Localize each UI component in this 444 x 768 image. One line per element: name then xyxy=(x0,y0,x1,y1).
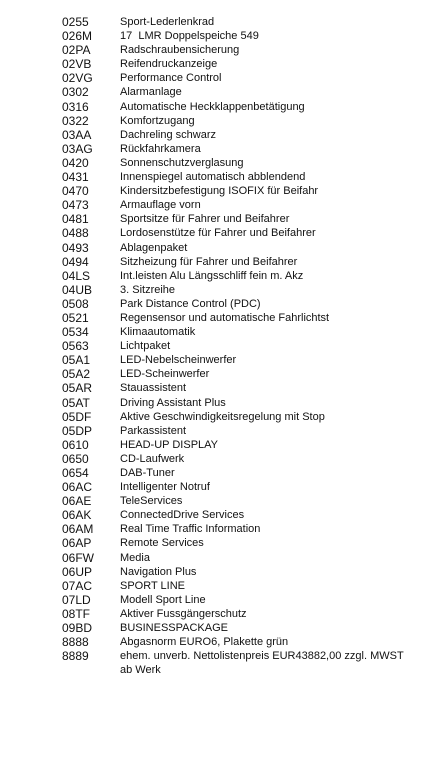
option-description: TeleServices xyxy=(120,495,183,508)
option-row xyxy=(0,649,444,677)
option-description: Ablagenpaket xyxy=(120,241,188,254)
option-row xyxy=(0,184,444,198)
option-row xyxy=(0,198,444,212)
option-description: Kindersitzbefestigung ISOFIX für Beifahr xyxy=(120,185,319,198)
option-code: 0420 xyxy=(62,155,89,170)
option-code: 06UP xyxy=(62,564,93,579)
option-description: Armauflage vorn xyxy=(120,199,201,212)
option-code: 05A2 xyxy=(62,367,91,382)
option-code: 06AK xyxy=(62,508,92,523)
option-code: 03AG xyxy=(62,141,93,156)
option-row xyxy=(0,522,444,536)
option-code: 08TF xyxy=(62,606,91,621)
option-row xyxy=(0,621,444,635)
option-description: Intelligenter Notruf xyxy=(120,481,210,494)
option-code: 0470 xyxy=(62,184,89,199)
option-row xyxy=(0,212,444,226)
option-description: Abgasnorm EURO6, Plakette grün xyxy=(120,636,289,649)
option-description: LED-Nebelscheinwerfer xyxy=(120,354,237,367)
option-code: 0534 xyxy=(62,325,89,340)
option-code: 06AE xyxy=(62,494,92,509)
option-description: Lichtpaket xyxy=(120,340,171,353)
option-description: 17 LMR Doppelspeiche 549 xyxy=(120,30,259,43)
option-description: ehem. unverb. Nettolistenpreis EUR43882,00 zzgl. MWST ab Werk xyxy=(120,650,404,677)
option-row xyxy=(0,494,444,508)
option-row xyxy=(0,71,444,85)
option-code: 05DP xyxy=(62,423,93,438)
option-code: 03AA xyxy=(62,127,92,142)
option-description: Real Time Traffic Information xyxy=(120,523,261,536)
option-row xyxy=(0,339,444,353)
option-row xyxy=(0,156,444,170)
option-code: 0255 xyxy=(62,15,89,29)
option-row xyxy=(0,410,444,424)
option-description: Parkassistent xyxy=(120,424,187,437)
option-row xyxy=(0,381,444,395)
option-description: Lordosenstütze für Fahrer und Beifahrer xyxy=(120,227,316,240)
option-code: 04LS xyxy=(62,268,91,283)
option-row xyxy=(0,29,444,43)
option-code: 0316 xyxy=(62,99,89,114)
option-description: Park Distance Control (PDC) xyxy=(120,297,261,310)
option-code: 04UB xyxy=(62,282,93,297)
option-code: 0431 xyxy=(62,170,89,185)
option-code: 0508 xyxy=(62,296,89,311)
option-description: Remote Services xyxy=(120,537,204,550)
option-code: 0322 xyxy=(62,113,89,128)
option-code: 0650 xyxy=(62,451,89,466)
option-description: LED-Scheinwerfer xyxy=(120,368,210,381)
option-code: 0488 xyxy=(62,226,89,241)
option-row xyxy=(0,536,444,550)
option-description: Innenspiegel automatisch abblendend xyxy=(120,171,306,184)
option-code: 0481 xyxy=(62,212,89,227)
option-row xyxy=(0,226,444,240)
option-row xyxy=(0,607,444,621)
option-row xyxy=(0,565,444,579)
option-row xyxy=(0,593,444,607)
option-code: 0563 xyxy=(62,339,89,354)
option-description: Reifendruckanzeige xyxy=(120,58,218,71)
option-row xyxy=(0,438,444,452)
option-row xyxy=(0,241,444,255)
option-code: 06AM xyxy=(62,522,94,537)
option-code: 09BD xyxy=(62,621,93,636)
option-description: Regensensor und automatische Fahrlichtst xyxy=(120,311,330,324)
option-row xyxy=(0,551,444,565)
option-description: Int.leisten Alu Längsschliff fein m. Akz xyxy=(120,269,304,282)
option-code: 02VG xyxy=(62,71,93,86)
option-row xyxy=(0,367,444,381)
option-row xyxy=(0,128,444,142)
option-description: Aktive Geschwindigkeitsregelung mit Stop xyxy=(120,410,325,423)
option-code: 026M xyxy=(62,29,93,44)
option-description: Performance Control xyxy=(120,72,222,85)
option-code: 05AR xyxy=(62,381,93,396)
option-row xyxy=(0,353,444,367)
option-code: 0610 xyxy=(62,437,89,452)
option-code: 05A1 xyxy=(62,353,91,368)
option-row xyxy=(0,269,444,283)
option-row xyxy=(0,424,444,438)
option-row xyxy=(0,114,444,128)
option-description: ConnectedDrive Services xyxy=(120,509,245,522)
option-description: Rückfahrkamera xyxy=(120,142,201,155)
option-row xyxy=(0,466,444,480)
option-description: Stauassistent xyxy=(120,382,187,395)
option-description: DAB-Tuner xyxy=(120,467,175,479)
option-row xyxy=(0,452,444,466)
option-description: 3. Sitzreihe xyxy=(120,283,176,296)
option-code: 05AT xyxy=(62,395,90,410)
option-code: 02VB xyxy=(62,57,92,72)
option-row xyxy=(0,43,444,57)
option-code: 02PA xyxy=(62,43,91,58)
option-row xyxy=(0,297,444,311)
option-row xyxy=(0,100,444,114)
option-code: 8889 xyxy=(62,649,89,664)
option-code: 06AP xyxy=(62,536,92,551)
option-description: Driving Assistant Plus xyxy=(120,396,226,409)
option-row xyxy=(0,508,444,522)
option-description: Navigation Plus xyxy=(120,565,197,578)
option-row xyxy=(0,142,444,156)
option-code: 0302 xyxy=(62,85,89,100)
option-row xyxy=(0,325,444,339)
option-description: Radschraubensicherung xyxy=(120,44,240,57)
option-row xyxy=(0,635,444,649)
option-description: Komfortzugang xyxy=(120,114,195,127)
option-row xyxy=(0,396,444,410)
option-description: CD-Laufwerk xyxy=(120,452,185,465)
option-description: Automatische Heckklappenbetätigung xyxy=(120,100,305,113)
option-description: Dachreling schwarz xyxy=(120,128,216,141)
option-row xyxy=(0,283,444,297)
option-description: Klimaautomatik xyxy=(120,326,196,339)
option-code: 0521 xyxy=(62,310,89,325)
option-description: Sitzheizung für Fahrer und Beifahrer xyxy=(120,255,298,268)
option-row xyxy=(0,170,444,184)
option-description: Sportsitze für Fahrer und Beifahrer xyxy=(120,213,290,226)
option-code: 0494 xyxy=(62,254,89,269)
option-description: SPORT LINE xyxy=(120,579,186,592)
option-description: Sport-Lederlenkrad xyxy=(120,16,215,28)
option-row xyxy=(0,15,444,29)
option-row xyxy=(0,579,444,593)
option-description: BUSINESSPACKAGE xyxy=(120,622,228,635)
option-description: Modell Sport Line xyxy=(120,593,206,606)
option-code: 8888 xyxy=(62,635,89,650)
option-row xyxy=(0,57,444,71)
option-description: Media xyxy=(120,551,150,564)
option-code: 07LD xyxy=(62,592,91,607)
option-code: 0473 xyxy=(62,198,89,213)
option-code: 06AC xyxy=(62,480,93,495)
option-code: 05DF xyxy=(62,409,92,424)
option-description: Sonnenschutzverglasung xyxy=(120,156,244,169)
option-code: 0493 xyxy=(62,240,89,255)
option-row xyxy=(0,311,444,325)
option-row xyxy=(0,255,444,269)
option-description: HEAD-UP DISPLAY xyxy=(120,438,219,451)
option-row xyxy=(0,85,444,99)
option-code: 0654 xyxy=(62,466,89,480)
option-description: Alarmanlage xyxy=(120,86,182,99)
option-code: 07AC xyxy=(62,578,93,593)
option-code: 06FW xyxy=(62,550,95,565)
option-description: Aktiver Fussgängerschutz xyxy=(120,607,247,620)
option-row xyxy=(0,480,444,494)
